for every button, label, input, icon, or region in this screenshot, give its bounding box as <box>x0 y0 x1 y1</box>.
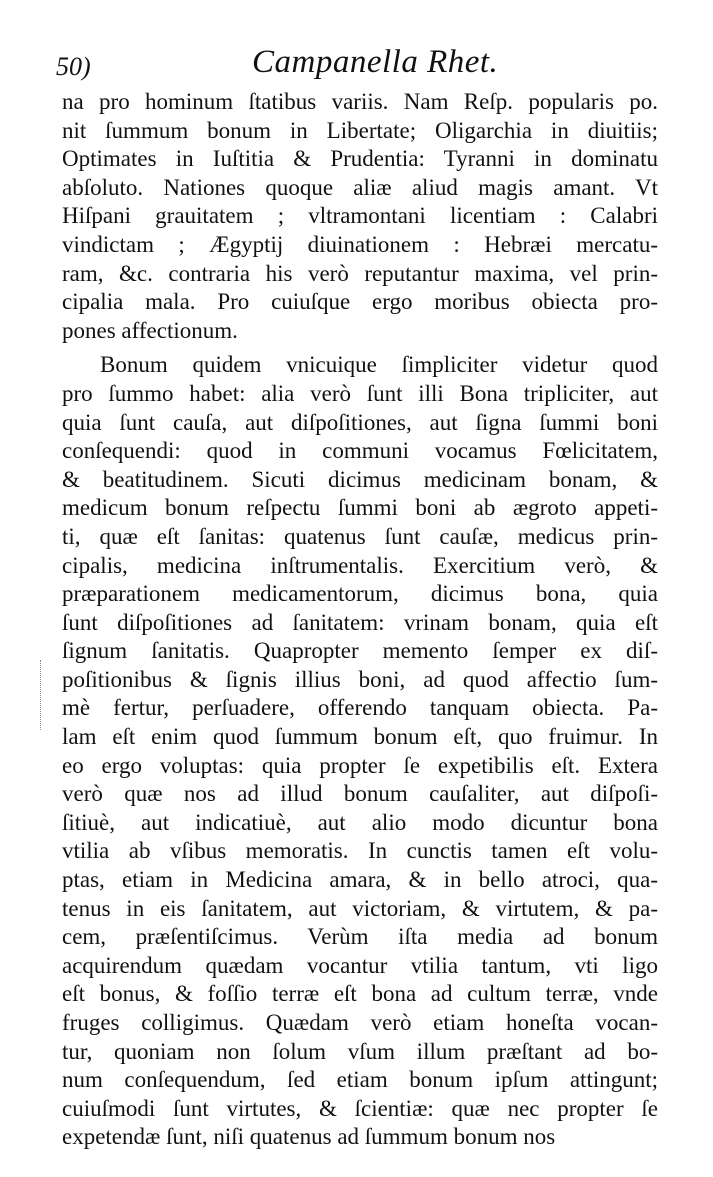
text-line: vindictam ; Ægyptij diuinationem : Hebræi mercatu- <box>62 231 658 257</box>
text-line: vtilia ab vſibus memoratis. In cunctis tamen eſt volu- <box>62 838 658 864</box>
text-line: quia ſunt cauſa, aut diſpoſitiones, aut ſigna ſummi boni <box>62 409 658 435</box>
running-head <box>56 44 666 90</box>
text-line: cipalia mala. Pro cuiuſque ergo moribus obiecta pro- <box>62 289 658 315</box>
text-line: conſequendi: quod in communi vocamus Fœlicitatem, <box>62 438 658 464</box>
text-line: cipalis, medicina inſtrumentalis. Exercitium verò, & <box>62 552 658 578</box>
margin-mark <box>40 660 49 730</box>
text-line: cem, præſentiſcimus. Verùm iſta media ad bonum <box>62 924 658 950</box>
text-line: abſoluto. Nationes quoque aliæ aliud magis amant. Vt <box>62 174 658 200</box>
text-line: lam eſt enim quod ſummum bonum eſt, quo fruimur. In <box>62 724 658 750</box>
text-line: ſignum ſanitatis. Quapropter memento ſemper ex diſ- <box>62 638 658 664</box>
text-line: Hiſpani grauitatem ; vltramontani licentiam : Calabri <box>62 203 658 229</box>
paragraph <box>62 351 658 1152</box>
running-title: Campanella Rhet. <box>252 44 499 80</box>
text-line: eo ergo voluptas: quia propter ſe expetibilis eſt. Extera <box>62 752 658 778</box>
text-line: Optimates in Iuſtitia & Prudentia: Tyranni in dominatu <box>62 146 658 172</box>
text-line: verò quæ nos ad illud bonum cauſaliter, aut diſpoſi- <box>62 781 658 807</box>
text-line: tenus in eis ſanitatem, aut victoriam, & virtutem, & pa- <box>62 895 658 921</box>
text-line: præparationem medicamentorum, dicimus bona, quia <box>62 581 658 607</box>
page-number: 50) <box>56 52 91 81</box>
text-line: cuiuſmodi ſunt virtutes, & ſcientiæ: quæ nec propter ſe <box>62 1095 658 1121</box>
text-line: ſunt diſpoſitiones ad ſanitatem: vrinam bonam, quia eſt <box>62 609 658 635</box>
text-line: pro ſummo habet: alia verò ſunt illi Bona tripliciter, aut <box>62 380 658 406</box>
text-line: acquirendum quædam vocantur vtilia tantum, vti ligo <box>62 952 658 978</box>
text-line: ti, quæ eſt ſanitas: quatenus ſunt cauſæ, medicus prin- <box>62 523 658 549</box>
text-line: ptas, etiam in Medicina amara, & in bello atroci, qua- <box>62 867 658 893</box>
text-line: pones affectionum. <box>62 317 238 343</box>
text-line: ſitiuè, aut indicatiuè, aut alio modo dicuntur bona <box>62 809 658 835</box>
text-line: expetendæ ſunt, niſi quatenus ad ſummum bonum nos <box>62 1124 556 1150</box>
text-line: na pro hominum ſtatibus variis. Nam Reſp. popularis po. <box>62 89 658 114</box>
text-line: num conſequendum, ſed etiam bonum ipſum attingunt; <box>62 1067 658 1093</box>
text-line: mè fertur, perſuadere, offerendo tanquam obiecta. Pa- <box>62 695 658 721</box>
text-line: tur, quoniam non ſolum vſum illum præſtant ad bo- <box>62 1038 658 1064</box>
text-line: eſt bonus, & foſſio terræ eſt bona ad cultum terræ, vnde <box>62 981 658 1007</box>
text-line: medicum bonum reſpectu ſummi boni ab ægroto appeti- <box>62 495 658 521</box>
text-line: fruges colligimus. Quædam verò etiam honeſta vocan- <box>62 1010 658 1035</box>
body-text <box>62 88 658 1152</box>
text-line: ram, &c. contraria his verò reputantur maxima, vel prin- <box>62 260 658 286</box>
paragraph <box>62 88 658 345</box>
text-line: nit ſummum bonum in Libertate; Oligarchia in diuitiis; <box>62 117 658 143</box>
text-line: & beatitudinem. Sicuti dicimus medicinam bonam, & <box>62 466 658 492</box>
text-line: poſitionibus & ſignis illius boni, ad quod affectio ſum- <box>62 666 658 692</box>
text-line: Bonum quidem vnicuique ſimpliciter videtur quod <box>100 352 658 378</box>
